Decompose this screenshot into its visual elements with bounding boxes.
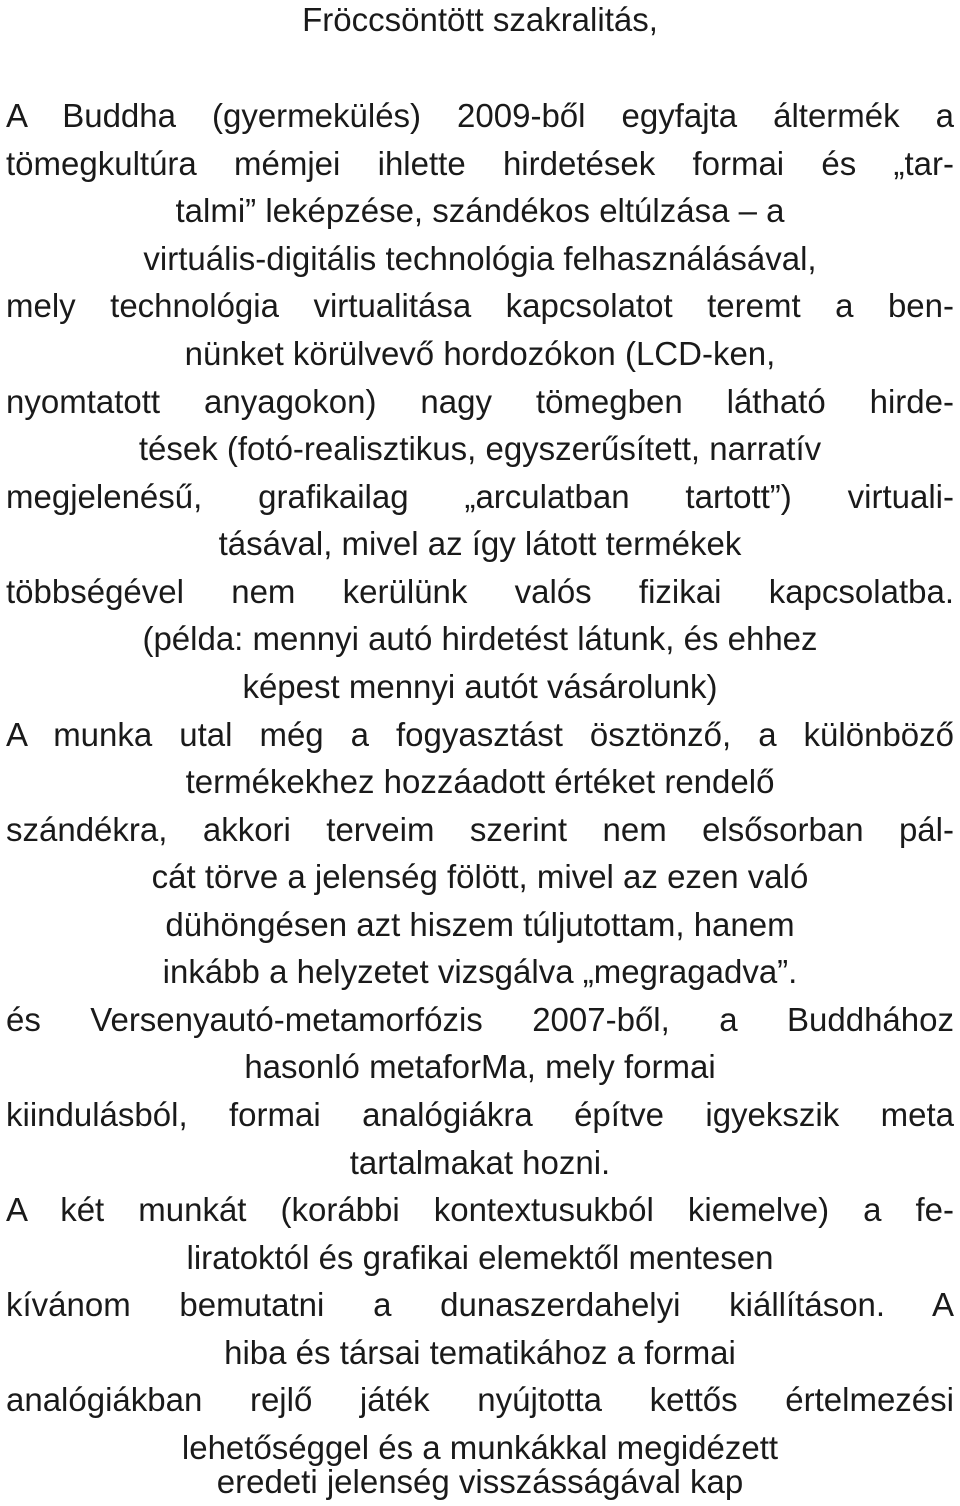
text-line: hasonló metaforMa, mely formai <box>244 1048 716 1085</box>
document-title: Fröccsöntött szakralitás, <box>302 1 658 38</box>
text-line: A két munkát (korábbi kontextusukból kiemelve) a fe- <box>6 1191 954 1228</box>
text-line: cát törve a jelenség fölött, mivel az ezen való <box>151 858 809 895</box>
text-line: tések (fotó-realisztikus, egyszerűsített, narratív <box>138 430 822 467</box>
text-line: lehetőséggel és a munkákkal megidézett <box>181 1429 779 1466</box>
text-line: dühöngésen azt hiszem túljutottam, hanem <box>165 906 795 943</box>
text-line: többségével nem kerülünk valós fizikai kapcsolatba. <box>6 573 954 610</box>
text-line: nünket körülvevő hordozókon (LCD-ken, <box>184 335 776 372</box>
text-line: tömegkultúra mémjei ihlette hirdetések formai és „tar- <box>6 145 954 182</box>
text-line: virtuális-digitális technológia felhasználásával, <box>143 240 817 277</box>
text-line: inkább a helyzetet vizsgálva „megragadva”. <box>162 953 798 990</box>
text-line: termékekhez hozzáadott értéket rendelő <box>185 763 775 800</box>
text-line: liratoktól és grafikai elemektől mentesen <box>186 1239 774 1276</box>
text-line: szándékra, akkori terveim szerint nem elsősorban pál- <box>6 811 954 848</box>
text-line: tartalmakat hozni. <box>349 1144 611 1181</box>
text-line: mely technológia virtualitása kapcsolatot teremt a ben- <box>6 287 954 324</box>
text-line: (példa: mennyi autó hirdetést látunk, és ehhez <box>142 620 818 657</box>
text-line: kiindulásból, formai analógiákra építve igyekszik meta <box>6 1096 954 1133</box>
text-line: eredeti jelenség visszásságával kap <box>216 1463 744 1500</box>
text-line: A Buddha (gyermekülés) 2009-ből egyfajta áltermék a <box>6 97 954 134</box>
text-line: talmi” leképzése, szándékos eltúlzása – a <box>175 192 785 229</box>
text-line: és Versenyautó-metamorfózis 2007-ből, a Buddhához <box>6 1001 954 1038</box>
text-line: analógiákban rejlő játék nyújtotta kettős értelmezési <box>6 1381 954 1418</box>
text-line: hiba és társai tematikához a formai <box>224 1334 736 1371</box>
text-line: képest mennyi autót vásárolunk) <box>242 668 718 705</box>
text-line: nyomtatott anyagokon) nagy tömegben látható hirde- <box>6 383 954 420</box>
text-line: megjelenésű, grafikailag „arculatban tartott”) virtuali- <box>6 478 954 515</box>
text-line: tásával, mivel az így látott termékek <box>218 525 742 562</box>
text-line: A munka utal még a fogyasztást ösztönző, a különböző <box>6 716 954 753</box>
text-line: kívánom bemutatni a dunaszerdahelyi kiállításon. A <box>6 1286 954 1323</box>
